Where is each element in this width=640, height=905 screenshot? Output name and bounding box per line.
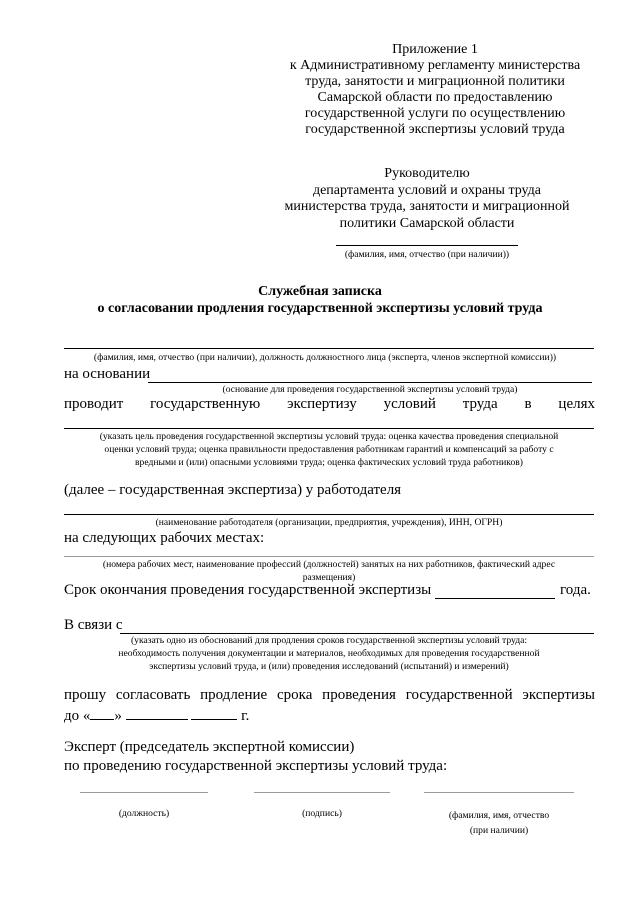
employer-hint: (наименование работодателя (организации, предприятия, учреждения), ИНН, ОГРН)	[155, 517, 503, 528]
conducts-line	[64, 396, 595, 413]
request-line-1: прошу согласовать продление срока проведения государственной экспертизы	[64, 687, 595, 703]
reason-hint	[64, 635, 594, 673]
document-title	[0, 283, 640, 317]
reason-hint-line: необходимость получения документации и материалов, необходимых для проведения государственной	[118, 647, 540, 659]
signature-line-1: Эксперт (председатель экспертной комиссии)	[64, 739, 355, 755]
deadline-date-line	[435, 598, 555, 599]
signature-hint: (подпись)	[302, 808, 342, 819]
name-hint	[424, 808, 574, 838]
addressee-block	[262, 166, 592, 232]
purpose-hint	[64, 431, 594, 469]
signature-title	[64, 738, 447, 776]
addressee-line: Руководителю	[384, 166, 470, 181]
word: экспертизу	[287, 396, 357, 412]
year-blank	[191, 719, 237, 720]
word: государственную	[150, 396, 261, 412]
title-line-2: о согласовании продления государственной экспертизы условий труда	[97, 301, 543, 316]
basis-label: на основании	[64, 366, 151, 382]
reason-hint-line: экспертизы условий труда, и (или) проведения исследований (испытаний) и измерений)	[149, 660, 509, 672]
appendix-line: труда, занятости и миграционной политики	[305, 74, 565, 89]
appendix-title: Приложение 1	[392, 42, 478, 57]
workplaces-hint-line: размещения)	[302, 571, 356, 583]
appendix-block	[270, 42, 600, 138]
deadline-label: Срок окончания проведения государственной экспертизы	[64, 582, 432, 598]
name-hint-line-1: (фамилия, имя, отчество	[448, 810, 550, 821]
basis-hint: (основание для проведения государственной экспертизы условий труда)	[222, 384, 518, 395]
appendix-line: государственной услуги по осуществлению	[304, 106, 566, 121]
title-line-1: Служебная записка	[258, 284, 382, 299]
word: целях	[558, 396, 595, 412]
reason-line	[120, 633, 594, 634]
basis-line	[148, 382, 592, 383]
request-line-2	[64, 708, 249, 725]
workplaces-label: на следующих рабочих местах:	[64, 530, 265, 546]
appendix-line: государственной экспертизы условий труда	[305, 122, 565, 137]
position-line	[80, 792, 208, 793]
position-hint: (должность)	[118, 808, 170, 819]
reason-hint-line: (указать одно из обоснований для продления сроков государственной экспертизы условий труда:	[130, 635, 528, 646]
employer-line	[64, 514, 594, 515]
addressee-line: министерства труда, занятости и миграционной	[284, 199, 570, 214]
reason-label: В связи с	[64, 617, 123, 633]
word: условий	[383, 396, 436, 412]
employer-text: (далее – государственная экспертиза) у работодателя	[64, 482, 402, 498]
expert-name-line	[64, 348, 594, 349]
workplaces-line	[64, 556, 594, 557]
workplaces-hint-line: (номера рабочих мест, наименование профессий (должностей) занятых на них работников, фактический адрес	[102, 559, 556, 570]
workplaces-hint	[64, 559, 594, 585]
purpose-hint-line: оценки условий труда; оценка правильности предоставления работникам гарантий и компенсаций за работу с	[104, 443, 554, 455]
word: труда	[462, 396, 498, 412]
purpose-hint-line: вредными и (или) опасными условиями труда; оценка фактических условий труда работников)	[135, 456, 523, 468]
name-hint-line-2: (при наличии)	[469, 825, 529, 836]
purpose-line	[64, 428, 594, 429]
addressee-name-line	[336, 245, 518, 246]
signature-line-2: по проведению государственной экспертизы условий труда:	[64, 758, 448, 774]
addressee-hint: (фамилия, имя, отчество (при наличии))	[344, 249, 510, 260]
expert-name-hint: (фамилия, имя, отчество (при наличии), должность должностного лица (эксперта, членов экспертной комиссии))	[93, 352, 557, 363]
word: проводит	[64, 396, 124, 412]
date-mid: »	[114, 708, 126, 724]
addressee-line: департамента условий и охраны труда	[312, 182, 542, 198]
date-prefix: до «	[64, 708, 91, 724]
name-line	[424, 792, 574, 793]
appendix-line: Самарской области по предоставлению	[317, 90, 553, 105]
word: в	[524, 396, 532, 412]
month-blank	[126, 719, 188, 720]
deadline-suffix: года.	[560, 582, 591, 598]
date-suffix: г.	[237, 708, 250, 724]
day-blank	[90, 719, 114, 720]
purpose-hint-line: (указать цель проведения государственной экспертизы условий труда: оценка качества проведения специальной	[99, 431, 559, 442]
appendix-line: к Административному регламенту министерства	[289, 58, 581, 73]
addressee-line: политики Самарской области	[339, 215, 515, 231]
signature-line	[254, 792, 390, 793]
